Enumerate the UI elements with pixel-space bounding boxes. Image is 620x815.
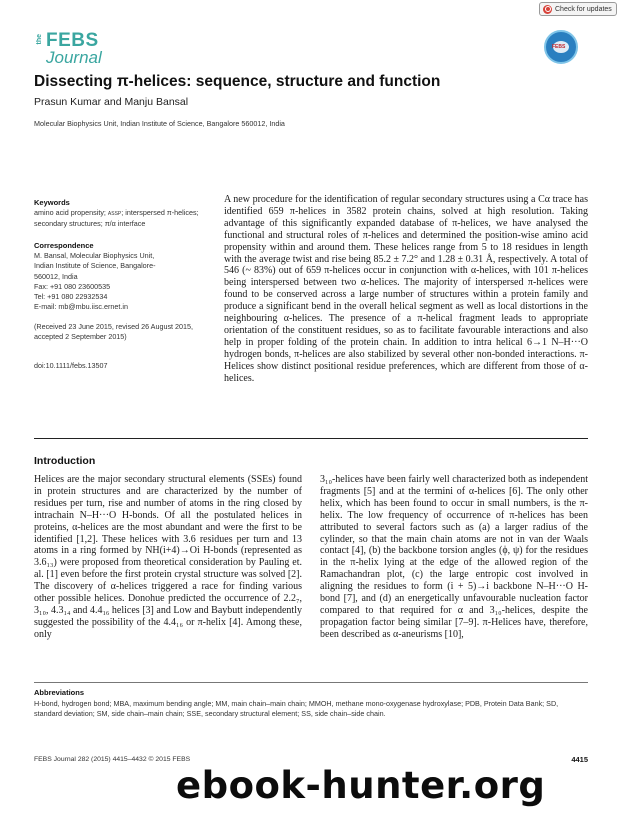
febs-emblem-icon (544, 30, 578, 64)
corr-fax: Fax: +91 080 23600535 (34, 281, 111, 291)
article-affiliation: Molecular Biophysics Unit, Indian Institute of Science, Bangalore 560012, India (34, 119, 285, 128)
correspondence-heading: Correspondence (34, 241, 94, 250)
corr-line: 560012, India (34, 271, 78, 281)
keywords-heading: Keywords (34, 198, 70, 207)
febs-journal-logo (34, 30, 124, 68)
introduction-left-column: Helices are the major secondary structural elements (SSEs) found in protein structures and are characterized by the number of residues per turn, rise and number of atoms in the ring closed by intrachain N–H···O H-bonds. Of all the postulated helices in proteins, α-helices are the most abundant and were the first to be identified [1,2]. These helices with 3.6 residues per turn and 13 atoms in a ring formed by NH(i+4)→Oi H-bonds (represented as 3.6₁₃) were proposed from theoretical consideration by Pauling et. al. [1] even before the first protein crystal structure was solved [2]. The discovery of α-helices triggered a race for finding various other possible helices. Donohue predicted the occurrence of 2.2₇, 3₁₀, 4.3₁₄ and 4.4₁₆ helices [3] and Low and Baybutt independently suggested the possibility of the 4.4₁₆ or π-helix [4]. Among these, only (34, 474, 302, 640)
watermark: ebook-hunter.org (176, 764, 546, 807)
logo-febs: FEBS (46, 30, 99, 51)
introduction-heading: Introduction (34, 455, 96, 467)
page-number: 4415 (571, 755, 588, 764)
corr-line: M. Bansal, Molecular Biophysics Unit, (34, 251, 155, 261)
check-for-updates-button[interactable] (539, 2, 617, 16)
abbreviations-heading: Abbreviations (34, 688, 85, 697)
check-for-updates-label: Check for updates (555, 5, 612, 13)
introduction-right-column: 3₁₀-helices have been fairly well characterized both as independent fragments [5] and at the termini of α-helices [6]. The only other helix, which has been found to occur in small numbers, is the π-helix. The low frequency of occurrence of π-helices has been attributed to several factors such as (a) a larger radius of the cylinder, so that the main chain atoms are not in van der Waals contact [4], (b) the backbone torsion angles (ϕ, ψ) for the residues in the π-helix lying at the edge of the allowed region of the Ramachandran plot, (c) the large entropic cost involved in aligning the residues to form (i + 5)→i backbone N–H···O H-bond [7], and (d) an energetically unfavourable nucleation factor compared to that required for α and 3₁₀-helices, despite the propagation factor being similar [7–9]. π-Helices have, therefore, been described as α-aneurisms [10], (320, 474, 588, 640)
emblem-label: FEBS (552, 44, 566, 50)
footer-citation: FEBS Journal 282 (2015) 4415–4432 © 2015 FEBS (34, 756, 191, 763)
received-dates: (Received 23 June 2015, revised 26 August 2015, accepted 2 September 2015) (34, 322, 194, 342)
crossmark-icon (543, 5, 552, 14)
keywords-block (34, 198, 209, 230)
correspondence-block (34, 241, 209, 312)
article-authors: Prasun Kumar and Manju Bansal (34, 96, 189, 108)
abbreviations-divider (34, 682, 588, 683)
section-divider (34, 438, 588, 439)
abstract-text: A new procedure for the identification of regular secondary structures using a Cα trace has identified 659 π-helices in 3582 protein chains, solved at high resolution. Taking advantage of this significantly expanded database of π-helices, we have analysed the functional and structural roles of π-helices and determined the position-wise amino acid propensity within and around them. These helices range from 5 to 18 residues in length with the average twist and rise being 85.2 ± 7.2° and 1.28 ± 0.31 Å, respectively. A total of 546 (~ 83%) out of 659 π-helices occur in conjunction with α-helices, with 101 π-helices being interspersed between two α-helices. The majority of interspersed π-helices were found to be conserved across a large number of structures within a protein family and produce a significant bend in the overall helical segment as well as local distortions in the neighbouring α-helices. The presence of a π-helical fragment leads to appropriate orientation of the constituent residues, so as to facilitate favourable interactions and also help in proper folding of the protein chain. In addition to intra helical 6→1 N–H···O hydrogen bonds, π-helices are also stabilized by several other non-bonded interactions. π-Helices show distinct positional residue preferences, which are different from those of α-helices. (224, 194, 588, 384)
logo-the: the (36, 34, 43, 45)
logo-journal: Journal (46, 48, 102, 67)
keywords-text: amino acid propensity; assp; interspersed π-helices; secondary structures; π/α interface (34, 208, 199, 229)
doi-link[interactable]: doi:10.1111/febs.13507 (34, 361, 108, 370)
corr-email[interactable]: E-mail: mb@mbu.iisc.ernet.in (34, 302, 128, 312)
corr-line: Indian Institute of Science, Bangalore- (34, 261, 156, 271)
abbreviations-text: H-bond, hydrogen bond; MBA, maximum bending angle; MM, main chain–main chain; MMOH, methane mono-oxygenase hydroxylase; PDB, Protein Data Bank; SD, standard deviation; SM, side chain–main chain; SSE, secondary structural element; SS, side chain–side chain. (34, 699, 559, 719)
article-title: Dissecting π-helices: sequence, structure and function (34, 73, 441, 90)
corr-tel: Tel: +91 080 22932534 (34, 292, 108, 302)
